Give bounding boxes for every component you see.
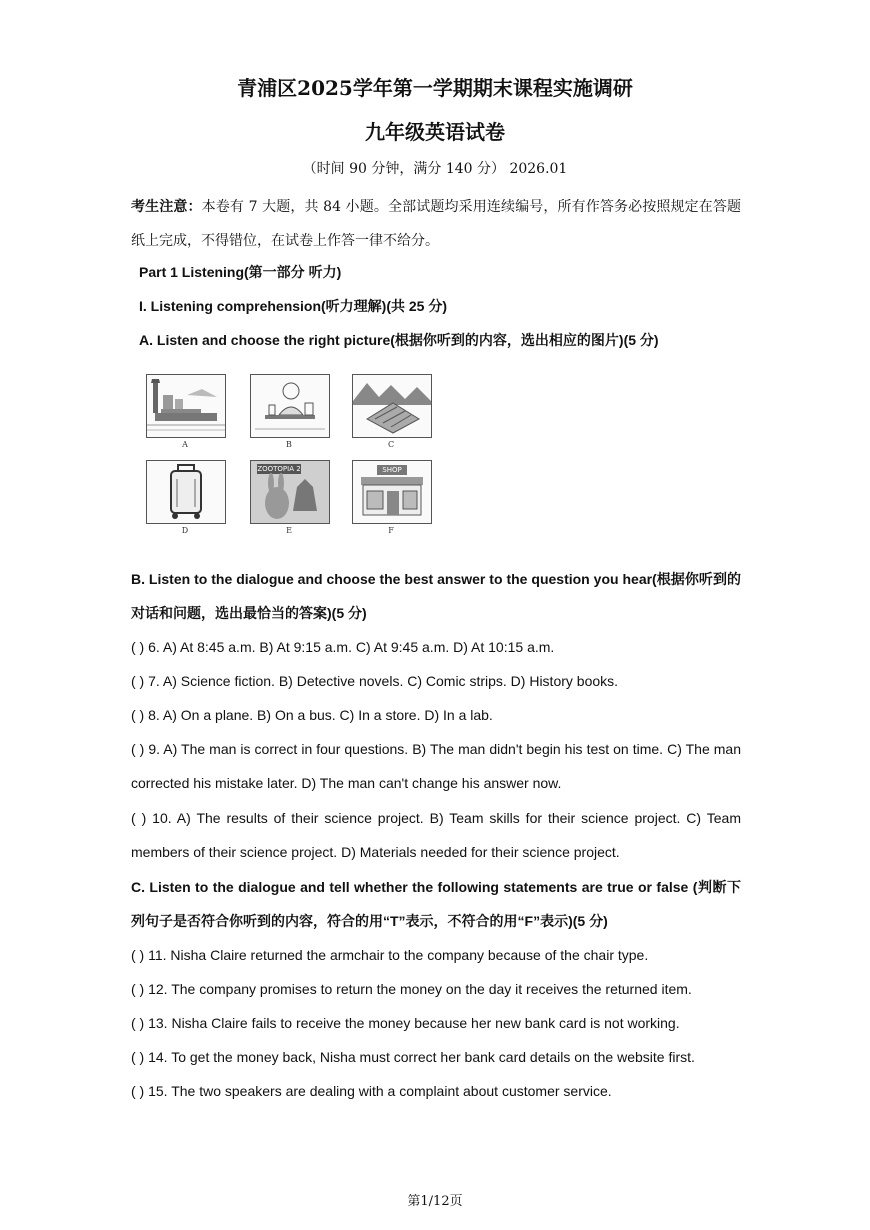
section-I-heading: I. Listening comprehension(听力理解)(共 25 分): [139, 298, 448, 314]
picture-a: [146, 374, 226, 438]
poster-caption: ZOOTOPIA 2: [257, 465, 301, 473]
section-A-heading: A. Listen and choose the right picture(根据你听到的内容，选出相应的图片)(5 分): [139, 332, 659, 348]
notice-text: 本卷有 7 大题，共 84 小题。全部试题均采用连续编号，所有作答务必按照规定在答题纸上完成，不得错位，在试卷上作答一律不给分。: [131, 199, 741, 249]
exam-time-score: （时间 90 分钟，满分 140 分） 2026.01: [302, 161, 568, 177]
notice-label: 考生注意：: [131, 199, 202, 215]
section-B-heading: B. Listen to the dialogue and choose the best answer to the question you hear(根据你听到的对话和问题，选出最恰当的答案)(5 分): [131, 571, 741, 621]
question-12: ( ) 12. The company promises to return the money on the day it receives the returned item.: [131, 981, 692, 997]
shop-sign: SHOP: [382, 466, 402, 474]
question-6: ( ) 6. A) At 8:45 a.m. B) At 9:15 a.m. C) At 9:45 a.m. D) At 10:15 a.m.: [131, 639, 555, 655]
question-9: ( ) 9. A) The man is correct in four questions. B) The man didn't begin his test on time. C) The man corrected his mistake later. D) The man can't change his answer now.: [131, 741, 741, 791]
picture-grid: [146, 374, 436, 560]
picture-label-f: F: [388, 526, 394, 535]
picture-label-b: B: [286, 440, 292, 449]
candidate-notice: [131, 190, 741, 258]
question-8: ( ) 8. A) On a plane. B) On a bus. C) In a store. D) In a lab.: [131, 707, 493, 723]
picture-label-c: C: [387, 440, 395, 449]
harbor-ship-icon: [147, 375, 225, 437]
picture-label-a: A: [182, 440, 188, 449]
picture-f: [352, 460, 432, 524]
scientist-lab-icon: [251, 375, 329, 437]
picture-label-d: D: [181, 526, 189, 535]
question-13: ( ) 13. Nisha Claire fails to receive the money because her new bank card is not working.: [131, 1015, 680, 1031]
question-7: ( ) 7. A) Science fiction. B) Detective novels. C) Comic strips. D) History books.: [131, 673, 619, 689]
exam-subtitle-grade: 九年级英语试卷: [365, 120, 505, 144]
section-C-heading: C. Listen to the dialogue and tell whether the following statements are true or false (判断下列句子是否符合你听到的内容，符合的用“T”表示，不符合的用“F”表示)(5 分): [131, 879, 741, 929]
suitcase-icon: [147, 461, 225, 523]
question-14: ( ) 14. To get the money back, Nisha must correct her bank card details on the website first.: [131, 1049, 695, 1065]
picture-label-e: E: [286, 526, 292, 535]
picture-b: [250, 374, 330, 438]
question-11: ( ) 11. Nisha Claire returned the armchair to the company because of the chair type.: [131, 947, 649, 963]
mountain-village-icon: [353, 375, 431, 437]
picture-c: [352, 374, 432, 438]
picture-d: [146, 460, 226, 524]
exam-title: 青浦区2025学年第一学期期末课程实施调研: [237, 76, 633, 100]
part1-heading: Part 1 Listening(第一部分 听力): [139, 264, 342, 280]
page-number: 第1/12页: [407, 1194, 463, 1209]
question-10: ( ) 10. A) The results of their science project. B) Team skills for their science project. C) Team members of their science project. D) Materials needed for their science project.: [131, 810, 741, 860]
question-15: ( ) 15. The two speakers are dealing with a complaint about customer service.: [131, 1083, 612, 1099]
picture-e: [250, 460, 330, 524]
